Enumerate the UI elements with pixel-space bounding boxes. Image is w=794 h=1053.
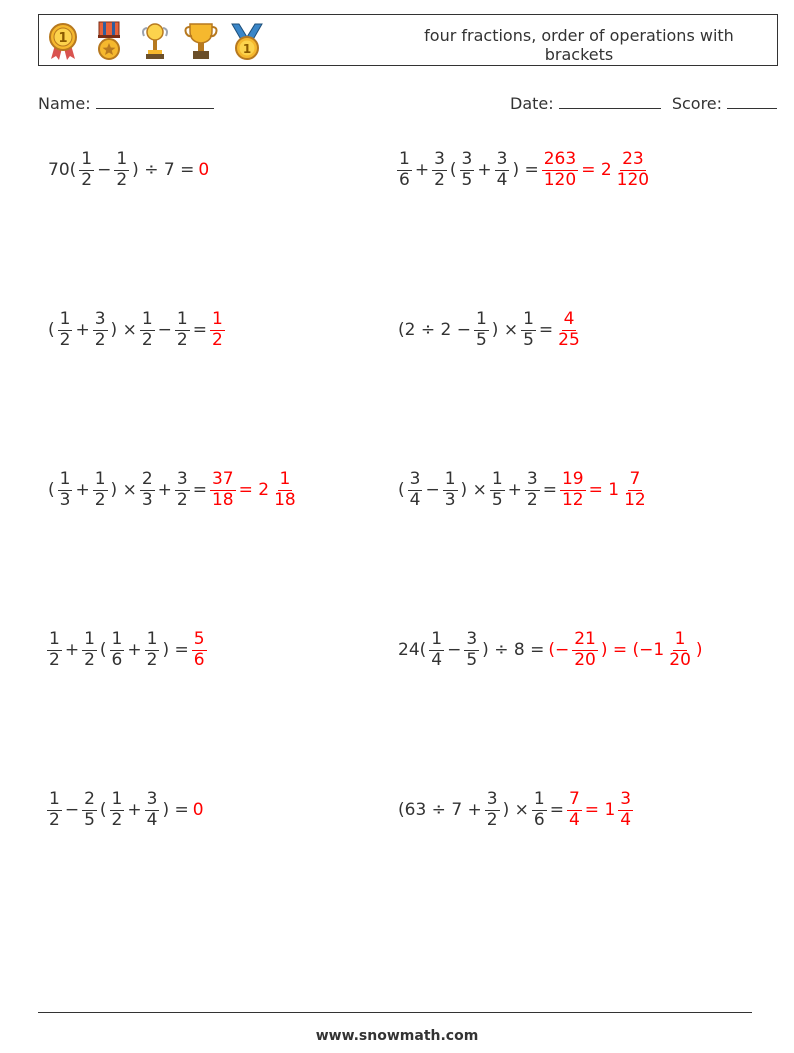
numerator: 1 bbox=[49, 788, 60, 809]
fraction bbox=[110, 630, 125, 670]
numerator: 7 bbox=[568, 788, 580, 809]
denominator: 4 bbox=[146, 809, 158, 830]
expr-text: = 1 bbox=[584, 800, 616, 820]
denominator: 2 bbox=[176, 489, 188, 510]
denominator: 4 bbox=[496, 169, 508, 190]
expr-text: ) = (−1 bbox=[600, 640, 665, 660]
answer bbox=[209, 310, 226, 350]
fraction bbox=[175, 470, 190, 510]
denominator: 120 bbox=[543, 169, 577, 190]
expr-text: ) = bbox=[512, 160, 539, 180]
fraction bbox=[432, 150, 447, 190]
name-field bbox=[38, 92, 214, 113]
expr-text: 0 bbox=[192, 800, 204, 820]
expr-text: ( bbox=[398, 480, 405, 500]
numerator: 1 bbox=[533, 788, 545, 809]
fraction bbox=[521, 310, 536, 350]
expr-text: − bbox=[447, 640, 462, 660]
numerator: 2 bbox=[141, 468, 153, 489]
fraction bbox=[542, 150, 578, 190]
fraction bbox=[210, 470, 236, 510]
problem-4 bbox=[396, 300, 583, 360]
denominator: 3 bbox=[444, 489, 456, 510]
fraction bbox=[474, 310, 489, 350]
denominator: 6 bbox=[193, 649, 205, 670]
denominator: 2 bbox=[94, 329, 106, 350]
denominator: 2 bbox=[141, 329, 153, 350]
expr-text: ( bbox=[48, 480, 55, 500]
denominator: 18 bbox=[211, 489, 234, 510]
expr-text: = 2 bbox=[581, 160, 612, 180]
denominator: 2 bbox=[94, 489, 106, 510]
expr-text: = bbox=[192, 480, 207, 500]
fraction bbox=[556, 310, 582, 350]
denominator: 4 bbox=[409, 489, 421, 510]
fraction bbox=[93, 310, 108, 350]
numerator: 1 bbox=[84, 628, 95, 649]
fraction bbox=[175, 310, 190, 350]
fraction bbox=[210, 310, 225, 350]
fraction bbox=[618, 790, 633, 830]
problem-3 bbox=[46, 300, 226, 360]
expr-text: ) × bbox=[460, 480, 487, 500]
numerator: 1 bbox=[431, 628, 443, 649]
answer bbox=[546, 630, 704, 670]
fraction bbox=[622, 470, 648, 510]
expr-text: ( bbox=[99, 800, 107, 820]
answer bbox=[191, 630, 208, 670]
fraction bbox=[58, 470, 73, 510]
expr-text: ) × bbox=[502, 800, 529, 820]
expr-text: (2 ÷ 2 − bbox=[398, 320, 471, 340]
expr-text: = bbox=[538, 320, 554, 340]
numerator: 3 bbox=[466, 628, 478, 649]
fraction bbox=[443, 470, 458, 510]
fraction bbox=[572, 630, 598, 670]
denominator: 6 bbox=[111, 649, 123, 670]
numerator: 263 bbox=[543, 148, 577, 169]
fraction bbox=[408, 470, 423, 510]
answer bbox=[191, 800, 206, 820]
fraction bbox=[567, 790, 582, 830]
worksheet-header bbox=[38, 14, 778, 66]
fraction bbox=[460, 150, 475, 190]
fraction bbox=[114, 150, 129, 190]
fraction bbox=[192, 630, 207, 670]
denominator: 2 bbox=[176, 329, 188, 350]
fraction bbox=[495, 150, 510, 190]
problem-5 bbox=[46, 460, 299, 520]
expr-text: ) ÷ 7 = bbox=[132, 160, 195, 180]
denominator: 5 bbox=[491, 489, 503, 510]
numerator: 2 bbox=[84, 788, 95, 809]
problem-8 bbox=[396, 620, 705, 680]
denominator: 20 bbox=[574, 649, 596, 670]
score-blank bbox=[727, 92, 777, 109]
denominator: 25 bbox=[558, 329, 580, 350]
denominator: 5 bbox=[84, 809, 95, 830]
expr-text: ( bbox=[48, 320, 55, 340]
expr-text: 70( bbox=[48, 160, 77, 180]
expr-text: − bbox=[425, 480, 440, 500]
fraction bbox=[532, 790, 547, 830]
numerator: 1 bbox=[81, 148, 93, 169]
numerator: 1 bbox=[491, 468, 503, 489]
numerator: 3 bbox=[176, 468, 188, 489]
expr-text: ) × bbox=[110, 320, 137, 340]
numerator: 3 bbox=[434, 148, 445, 169]
military-medal-icon bbox=[91, 21, 127, 61]
worksheet-title: four fractions, order of operations with brackets bbox=[424, 26, 734, 64]
numerator: 3 bbox=[461, 148, 473, 169]
problem-9 bbox=[46, 780, 206, 840]
numerator: 1 bbox=[674, 628, 686, 649]
fraction bbox=[560, 470, 586, 510]
denominator: 3 bbox=[141, 489, 153, 510]
denominator: 2 bbox=[81, 169, 93, 190]
date-label: Date: bbox=[510, 94, 554, 113]
denominator: 120 bbox=[616, 169, 650, 190]
problem-7 bbox=[46, 620, 208, 680]
expr-text: ) × bbox=[110, 480, 137, 500]
numerator: 3 bbox=[620, 788, 632, 809]
fraction bbox=[93, 470, 108, 510]
numerator: 21 bbox=[574, 628, 596, 649]
numerator: 1 bbox=[211, 308, 223, 329]
expr-text: = bbox=[192, 320, 207, 340]
answer bbox=[566, 790, 634, 830]
trophy-icon bbox=[137, 21, 173, 61]
numerator: 1 bbox=[59, 308, 71, 329]
medal-icon bbox=[45, 21, 81, 61]
denominator: 20 bbox=[669, 649, 691, 670]
expr-text: = bbox=[549, 800, 564, 820]
numerator: 5 bbox=[193, 628, 205, 649]
expr-text: ) ÷ 8 = bbox=[482, 640, 545, 660]
denominator: 2 bbox=[434, 169, 445, 190]
denominator: 2 bbox=[486, 809, 498, 830]
denominator: 5 bbox=[523, 329, 534, 350]
fraction bbox=[58, 310, 73, 350]
denominator: 2 bbox=[59, 329, 71, 350]
expr-text: + bbox=[507, 480, 522, 500]
score-label: Score: bbox=[671, 94, 723, 113]
expr-text: ) = bbox=[162, 800, 189, 820]
answer bbox=[559, 470, 649, 510]
fraction bbox=[429, 630, 444, 670]
denominator: 2 bbox=[211, 329, 223, 350]
denominator: 12 bbox=[561, 489, 584, 510]
expr-text: ) × bbox=[491, 320, 519, 340]
denominator: 12 bbox=[624, 489, 646, 510]
answer bbox=[541, 150, 652, 190]
numerator: 1 bbox=[111, 788, 123, 809]
expr-text: ( bbox=[99, 640, 107, 660]
expr-text: − bbox=[97, 160, 112, 180]
footer-divider bbox=[38, 1012, 752, 1013]
expr-text: ( bbox=[449, 160, 457, 180]
expr-text: + bbox=[414, 160, 430, 180]
expr-text: 0 bbox=[198, 160, 210, 180]
numerator: 1 bbox=[523, 308, 534, 329]
denominator: 3 bbox=[59, 489, 71, 510]
ribbon-medal-icon bbox=[229, 21, 265, 61]
denominator: 6 bbox=[533, 809, 545, 830]
expr-text: + bbox=[75, 320, 90, 340]
problem-2 bbox=[396, 140, 652, 200]
name-label: Name: bbox=[38, 94, 91, 113]
numerator: 1 bbox=[444, 468, 456, 489]
fraction bbox=[145, 790, 160, 830]
header-icons bbox=[45, 20, 265, 62]
problem-1 bbox=[46, 140, 211, 200]
fraction bbox=[490, 470, 505, 510]
numerator: 1 bbox=[116, 148, 128, 169]
fraction bbox=[464, 630, 479, 670]
numerator: 1 bbox=[94, 468, 106, 489]
numerator: 7 bbox=[629, 468, 641, 489]
numerator: 1 bbox=[141, 308, 153, 329]
name-blank bbox=[96, 92, 214, 109]
fraction bbox=[145, 630, 160, 670]
answer bbox=[555, 310, 583, 350]
cup-icon bbox=[183, 21, 219, 61]
denominator: 2 bbox=[49, 809, 60, 830]
denominator: 2 bbox=[146, 649, 158, 670]
expr-text: (63 ÷ 7 + bbox=[398, 800, 482, 820]
numerator: 3 bbox=[409, 468, 421, 489]
denominator: 4 bbox=[620, 809, 632, 830]
expr-text: = 1 bbox=[588, 480, 620, 500]
svg-text:1: 1 bbox=[58, 31, 68, 46]
expr-text: 24( bbox=[398, 640, 427, 660]
fraction bbox=[82, 630, 97, 670]
expr-text: = bbox=[542, 480, 557, 500]
answer bbox=[196, 160, 211, 180]
fraction bbox=[140, 470, 155, 510]
expr-text: + bbox=[157, 480, 172, 500]
expr-text: − bbox=[64, 800, 80, 820]
numerator: 1 bbox=[399, 148, 410, 169]
numerator: 1 bbox=[49, 628, 60, 649]
footer-url: www.snowmath.com bbox=[315, 1028, 479, 1044]
denominator: 18 bbox=[274, 489, 296, 510]
denominator: 2 bbox=[526, 489, 538, 510]
numerator: 1 bbox=[111, 628, 123, 649]
fraction bbox=[485, 790, 500, 830]
numerator: 3 bbox=[496, 148, 508, 169]
fraction bbox=[79, 150, 94, 190]
svg-text:1: 1 bbox=[242, 42, 252, 56]
fraction bbox=[110, 790, 125, 830]
problem-10 bbox=[396, 780, 634, 840]
fraction bbox=[47, 790, 62, 830]
fraction bbox=[272, 470, 298, 510]
numerator: 37 bbox=[211, 468, 234, 489]
answer bbox=[209, 470, 299, 510]
fraction bbox=[615, 150, 651, 190]
fraction bbox=[82, 790, 97, 830]
numerator: 1 bbox=[146, 628, 158, 649]
numerator: 23 bbox=[622, 148, 644, 169]
denominator: 5 bbox=[475, 329, 487, 350]
expr-text: ) = bbox=[162, 640, 189, 660]
expr-text: + bbox=[127, 800, 142, 820]
fraction bbox=[525, 470, 540, 510]
denominator: 4 bbox=[431, 649, 443, 670]
expr-text: = 2 bbox=[238, 480, 270, 500]
expr-text: + bbox=[75, 480, 90, 500]
denominator: 2 bbox=[84, 649, 95, 670]
date-blank bbox=[559, 92, 661, 109]
expr-text: + bbox=[127, 640, 142, 660]
fraction bbox=[667, 630, 693, 670]
numerator: 3 bbox=[94, 308, 106, 329]
numerator: 3 bbox=[526, 468, 538, 489]
numerator: 3 bbox=[486, 788, 498, 809]
numerator: 4 bbox=[563, 308, 575, 329]
denominator: 2 bbox=[111, 809, 123, 830]
fraction bbox=[47, 630, 62, 670]
expr-text: − bbox=[157, 320, 172, 340]
numerator: 1 bbox=[59, 468, 71, 489]
denominator: 2 bbox=[116, 169, 128, 190]
denominator: 2 bbox=[49, 649, 60, 670]
denominator: 5 bbox=[461, 169, 473, 190]
denominator: 5 bbox=[466, 649, 478, 670]
expr-text: + bbox=[64, 640, 80, 660]
date-score-field bbox=[510, 92, 777, 113]
denominator: 6 bbox=[399, 169, 410, 190]
numerator: 19 bbox=[561, 468, 584, 489]
numerator: 1 bbox=[176, 308, 188, 329]
fraction bbox=[140, 310, 155, 350]
problem-6 bbox=[396, 460, 649, 520]
numerator: 1 bbox=[475, 308, 487, 329]
numerator: 1 bbox=[279, 468, 291, 489]
denominator: 4 bbox=[568, 809, 580, 830]
numerator: 3 bbox=[146, 788, 158, 809]
expr-text: (− bbox=[548, 640, 570, 660]
expr-text: ) bbox=[695, 640, 703, 660]
fraction bbox=[397, 150, 412, 190]
expr-text: + bbox=[477, 160, 492, 180]
